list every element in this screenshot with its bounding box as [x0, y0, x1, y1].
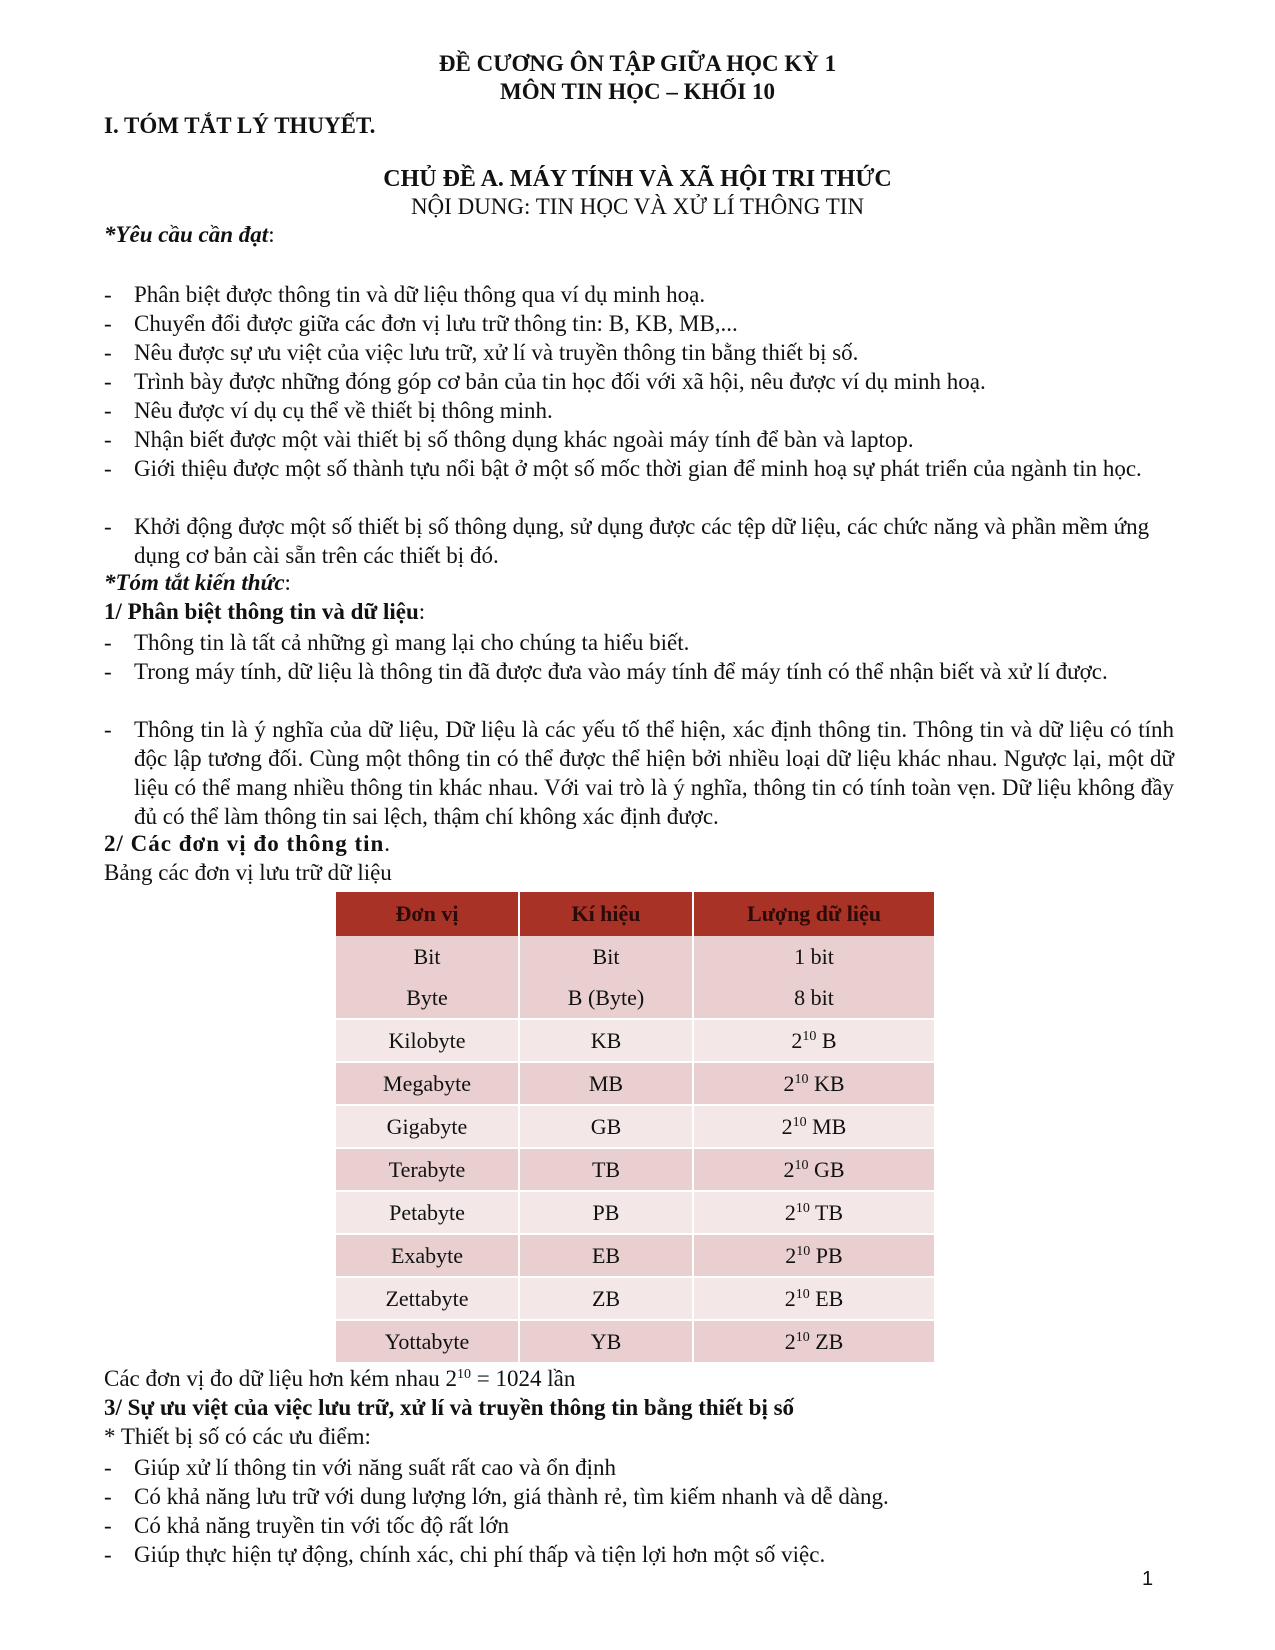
- power-base: 2: [784, 1328, 796, 1354]
- unit-ratio-note: [104, 1366, 575, 1392]
- power-exponent: 10: [794, 1071, 809, 1087]
- power-base: 2: [785, 1242, 797, 1268]
- summary-colon: :: [284, 570, 291, 595]
- table-cell: Yottabyte: [336, 1320, 519, 1362]
- unit-suffix: TB: [809, 1199, 844, 1225]
- table-cell: Gigabyte: [336, 1105, 519, 1148]
- list-item: - Nhận biết được một vài thiết bị số thông dụng khác ngoài máy tính để bàn và laptop.: [104, 425, 1174, 454]
- table-cell: GB: [519, 1105, 693, 1148]
- table-row: [336, 1148, 934, 1191]
- table-cell: Kilobyte: [336, 1019, 519, 1062]
- list-item-text: Phân biệt được thông tin và dữ liệu thông qua ví dụ minh hoạ.: [134, 282, 706, 307]
- power-exponent: 10: [794, 1157, 809, 1173]
- table-cell: Byte: [336, 977, 519, 1019]
- power-exponent: 10: [802, 1028, 817, 1044]
- list-item: - Có khả năng lưu trữ với dung lượng lớn, giá thành rẻ, tìm kiếm nhanh và dễ dàng.: [104, 1482, 1174, 1511]
- list-item-text: Giúp xử lí thông tin với năng suất rất cao và ổn định: [134, 1455, 617, 1480]
- list-item-text: Có khả năng lưu trữ với dung lượng lớn, giá thành rẻ, tìm kiếm nhanh và dễ dàng.: [134, 1484, 889, 1509]
- power-base: 2: [783, 1070, 795, 1096]
- list-item-text: Giúp thực hiện tự động, chính xác, chi phí thấp và tiện lợi hơn một số việc.: [134, 1542, 826, 1567]
- power-base: 2: [783, 1156, 795, 1182]
- list-item-text: Trình bày được những đóng góp cơ bản của tin học đối với xã hội, nêu được ví dụ minh hoạ.: [134, 369, 986, 394]
- list-item: - Giúp xử lí thông tin với năng suất rất cao và ổn định: [104, 1453, 1174, 1482]
- list-item-text: Giới thiệu được một số thành tựu nổi bật ở một số mốc thời gian để minh hoạ sự phát triển của ngành tin học.: [134, 456, 1142, 481]
- table-cell: [693, 1105, 934, 1148]
- list-item: - Trình bày được những đóng góp cơ bản của tin học đối với xã hội, nêu được ví dụ minh hoạ.: [104, 367, 1174, 396]
- table-row: [336, 936, 934, 977]
- table-cell: [693, 1191, 934, 1234]
- table-cell: Exabyte: [336, 1234, 519, 1277]
- requirements-heading: [104, 222, 275, 248]
- unit-suffix: PB: [810, 1242, 843, 1268]
- list-item: - Nêu được sự ưu việt của việc lưu trữ, xử lí và truyền thông tin bằng thiết bị số.: [104, 338, 1174, 367]
- unit-suffix: GB: [808, 1156, 845, 1182]
- storage-units-table: [336, 892, 934, 1362]
- list-item-text: Nêu được sự ưu việt của việc lưu trữ, xử lí và truyền thông tin bằng thiết bị số.: [134, 340, 859, 365]
- table-cell: MB: [519, 1062, 693, 1105]
- power-base: 2: [784, 1285, 796, 1311]
- table-cell: [693, 1277, 934, 1320]
- page-number: 1: [1142, 1568, 1154, 1590]
- list-item: - Thông tin là ý nghĩa của dữ liệu, Dữ liệu là các yếu tố thể hiện, xác định thông tin. Thông tin và dữ liệu có tính độc lập tương đối. Cùng một thông tin có thể được thể hiện bởi nhiều loại dữ liệu khác nhau. Ngược lại, một dữ liệu có thể mang nhiều thông tin khác nhau. Với vai trò là ý nghĩa, thông tin có tính toàn vẹn. Dữ liệu không đầy đủ có thể làm thông tin sai lệch, thậm chí không xác định được.: [104, 717, 1174, 829]
- summary-heading-text: *Tóm tắt kiến thức: [104, 570, 285, 595]
- table-cell: YB: [519, 1320, 693, 1362]
- table-row: [336, 1019, 934, 1062]
- list-item: - Khởi động được một số thiết bị số thông dụng, sử dụng được các tệp dữ liệu, các chức năng và phần mềm ứng dụng cơ bản cài sẵn trên các thiết bị đó.: [104, 512, 1174, 570]
- list-item-text: Thông tin là ý nghĩa của dữ liệu, Dữ liệu là các yếu tố thể hiện, xác định thông tin. Thông tin và dữ liệu có tính độc lập tương đối. Cùng một thông tin có thể được thể hiện bởi nhiều loại dữ liệu khác nhau. Ngược lại, một dữ liệu có thể mang nhiều thông tin khác nhau. Với vai trò là ý nghĩa, thông tin có tính toàn vẹn. Dữ liệu không đầy đủ có thể làm thông tin sai lệch, thậm chí không xác định được.: [134, 717, 1174, 829]
- power-base: 2: [791, 1027, 803, 1053]
- table-cell: PB: [519, 1191, 693, 1234]
- document-subject: MÔN TIN HỌC – KHỐI 10: [500, 79, 775, 104]
- note-exponent: 10: [457, 1367, 471, 1382]
- list-item: - Thông tin là tất cả những gì mang lại cho chúng ta hiểu biết.: [104, 628, 1174, 657]
- note-prefix: Các đơn vị đo dữ liệu hơn kém nhau 2: [104, 1366, 457, 1391]
- table-row: [336, 1191, 934, 1234]
- table-cell: ZB: [519, 1277, 693, 1320]
- list-item: - Phân biệt được thông tin và dữ liệu thông qua ví dụ minh hoạ.: [104, 280, 1174, 309]
- unit-suffix: EB: [809, 1285, 844, 1311]
- table-cell: Bit: [336, 936, 519, 977]
- list-item-text: Nhận biết được một vài thiết bị số thông dụng khác ngoài máy tính để bàn và laptop.: [134, 427, 914, 452]
- table-cell: KB: [519, 1019, 693, 1062]
- table-cell: 1 bit: [693, 936, 934, 977]
- table-cell: Zettabyte: [336, 1277, 519, 1320]
- list-item-text: Thông tin là tất cả những gì mang lại cho chúng ta hiểu biết.: [134, 630, 690, 655]
- list-item: - Trong máy tính, dữ liệu là thông tin đã được đưa vào máy tính để máy tính có thể nhận biết và xử lí được.: [104, 657, 1174, 686]
- summary-heading: [104, 570, 291, 596]
- power-exponent: 10: [795, 1329, 810, 1345]
- part3-intro: * Thiết bị số có các ưu điểm:: [104, 1424, 371, 1449]
- unit-suffix: MB: [806, 1113, 847, 1139]
- list-item: - Chuyển đổi được giữa các đơn vị lưu trữ thông tin: B, KB, MB,...: [104, 309, 1174, 338]
- unit-suffix: B: [816, 1027, 837, 1053]
- list-item: - Giúp thực hiện tự động, chính xác, chi phí thấp và tiện lợi hơn một số việc.: [104, 1540, 1174, 1569]
- table-row: [336, 1105, 934, 1148]
- list-item-text: Nêu được ví dụ cụ thể về thiết bị thông minh.: [134, 398, 553, 423]
- table-cell: [693, 1320, 934, 1362]
- requirements-colon: :: [268, 222, 275, 247]
- part2-period: .: [384, 831, 391, 856]
- power-exponent: 10: [792, 1114, 807, 1130]
- column-header: Lượng dữ liệu: [693, 892, 934, 936]
- requirements-heading-text: *Yêu cầu cần đạt: [104, 222, 269, 247]
- unit-suffix: KB: [808, 1070, 845, 1096]
- document-title: ĐỀ CƯƠNG ÔN TẬP GIỮA HỌC KỲ 1: [438, 51, 837, 76]
- power-exponent: 10: [795, 1286, 810, 1302]
- list-item-text: Trong máy tính, dữ liệu là thông tin đã được đưa vào máy tính để máy tính có thể nhận biết và xử lí được.: [134, 659, 1108, 684]
- part1-heading: [104, 599, 425, 625]
- table-cell: Petabyte: [336, 1191, 519, 1234]
- table-cell: [693, 1019, 934, 1062]
- table-cell: [693, 1148, 934, 1191]
- column-header: Đơn vị: [336, 892, 519, 936]
- table-cell: [693, 1062, 934, 1105]
- table-cell: 8 bit: [693, 977, 934, 1019]
- table-row: [336, 1062, 934, 1105]
- table-row: [336, 977, 934, 1019]
- note-suffix: = 1024 lần: [471, 1366, 576, 1391]
- list-item-text: Chuyển đổi được giữa các đơn vị lưu trữ thông tin: B, KB, MB,...: [134, 311, 738, 336]
- table-row: [336, 1320, 934, 1362]
- table-cell: Terabyte: [336, 1148, 519, 1191]
- unit-suffix: ZB: [809, 1328, 844, 1354]
- power-base: 2: [784, 1199, 796, 1225]
- table-cell: B (Byte): [519, 977, 693, 1019]
- power-base: 2: [781, 1113, 793, 1139]
- part3-heading: 3/ Sự ưu việt của việc lưu trữ, xử lí và truyền thông tin bằng thiết bị số: [104, 1395, 795, 1420]
- part2-heading: [104, 831, 390, 857]
- table-row: [336, 1234, 934, 1277]
- list-item: - Giới thiệu được một số thành tựu nổi bật ở một số mốc thời gian để minh hoạ sự phát triển của ngành tin học.: [104, 454, 1174, 483]
- list-item: - Nêu được ví dụ cụ thể về thiết bị thông minh.: [104, 396, 1174, 425]
- section-heading: I. TÓM TẮT LÝ THUYẾT.: [104, 113, 376, 138]
- table-cell: EB: [519, 1234, 693, 1277]
- table-cell: TB: [519, 1148, 693, 1191]
- power-exponent: 10: [795, 1200, 810, 1216]
- table-cell: Bit: [519, 936, 693, 977]
- list-item-text: Khởi động được một số thiết bị số thông dụng, sử dụng được các tệp dữ liệu, các chức năng và phần mềm ứng dụng cơ bản cài sẵn trên các thiết bị đó.: [134, 514, 1150, 568]
- part2-heading-text: 2/ Các đơn vị đo thông tin: [104, 831, 385, 856]
- power-exponent: 10: [796, 1243, 811, 1259]
- table-row: [336, 1277, 934, 1320]
- list-item-text: Có khả năng truyền tin với tốc độ rất lớn: [134, 1513, 510, 1538]
- column-header: Kí hiệu: [519, 892, 693, 936]
- table-cell: [693, 1234, 934, 1277]
- topic-subtitle: NỘI DUNG: TIN HỌC VÀ XỬ LÍ THÔNG TIN: [410, 194, 865, 219]
- table-cell: Megabyte: [336, 1062, 519, 1105]
- part1-heading-text: 1/ Phân biệt thông tin và dữ liệu: [104, 599, 419, 624]
- table-caption: Bảng các đơn vị lưu trữ dữ liệu: [104, 860, 392, 885]
- list-item: - Có khả năng truyền tin với tốc độ rất lớn: [104, 1511, 1174, 1540]
- part1-colon: :: [418, 599, 426, 624]
- topic-title: CHỦ ĐỀ A. MÁY TÍNH VÀ XÃ HỘI TRI THỨC: [383, 166, 892, 192]
- table-header-row: [336, 892, 934, 936]
